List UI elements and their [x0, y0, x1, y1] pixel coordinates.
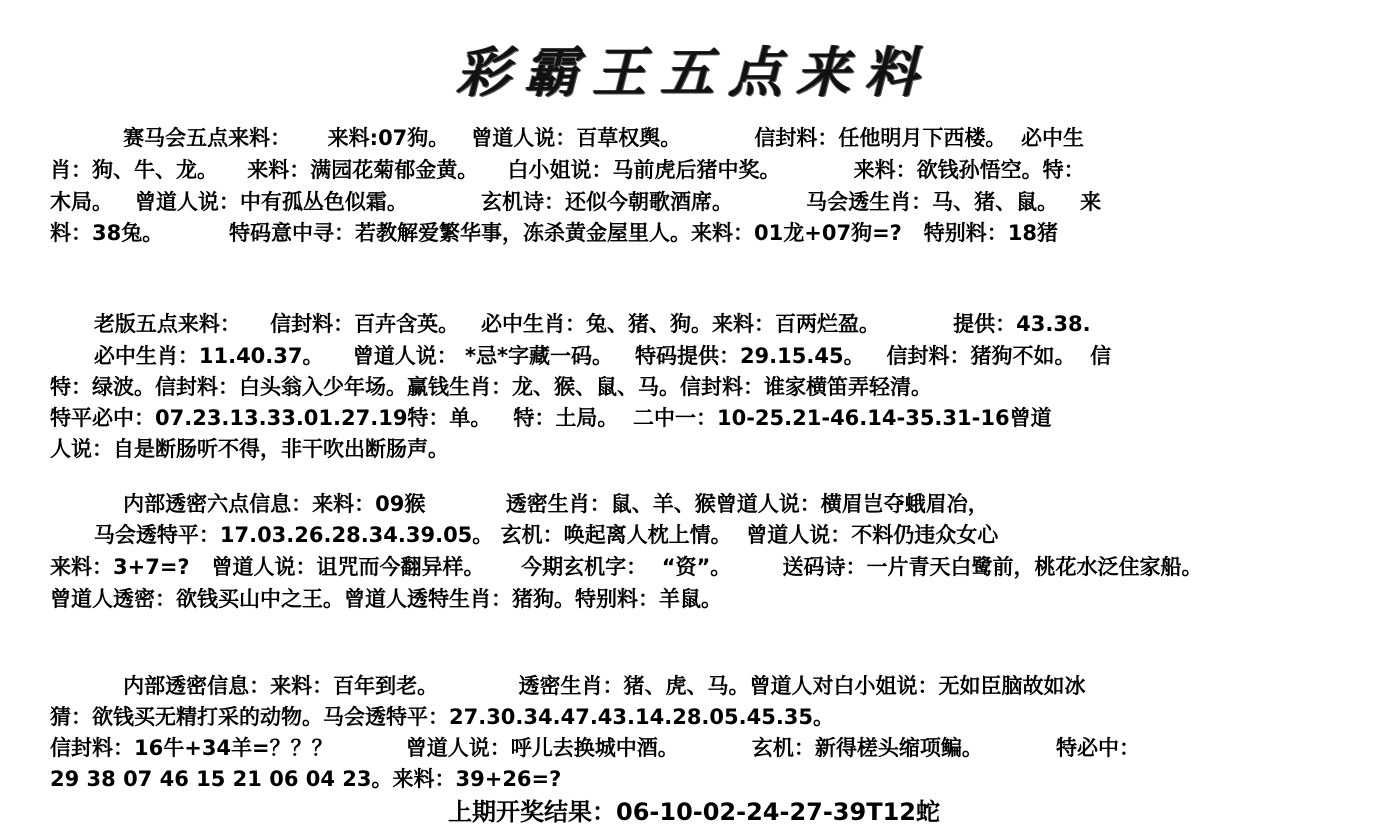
- text-line: 猜：欲钱买无精打采的动物。马会透特平：27.30.34.47.43.14.28.05.45.35。: [50, 705, 835, 729]
- text-line: 人说：自是断肠听不得，非干吹出断肠声。: [50, 437, 449, 461]
- text-line: 来料：3+7=? 曾道人说：诅咒而今翻异样。 今期玄机字： “资”。 送码诗：一片青天白鹭前，桃花水泛住家船。: [50, 555, 1203, 579]
- page-title: 彩霸王五点来料: [456, 40, 932, 104]
- text-line: 料：38兔。 特码意中寻：若教解爱繁华事，冻杀黄金屋里人。来料：01龙+07狗=? 特别料：18猪: [50, 221, 1058, 245]
- text-line: 马会透特平：17.03.26.28.34.39.05。 玄机：唤起离人枕上情。 曾道人说：不料仍违众女心: [50, 523, 999, 547]
- text-line: 老版五点来料： 信封料：百卉含英。 必中生肖：兔、猪、狗。来料：百两烂盈。 提供：43.38.: [50, 312, 1091, 336]
- text-line: 内部透密六点信息：来料：09猴 透密生肖：鼠、羊、猴曾道人说：横眉岂夺蛾眉冶，: [50, 492, 989, 516]
- text-line: 特：绿波。信封料：白头翁入少年场。赢钱生肖：龙、猴、鼠、马。信封料：谁家横笛弄轻清。: [50, 375, 932, 399]
- text-line: 必中生肖：11.40.37。 曾道人说： *忌*字藏一码。 特码提供：29.15.45。 信封料：猪狗不如。 信: [50, 344, 1112, 368]
- text-line: 29 38 07 46 15 21 06 04 23。来料：39+26=?: [50, 767, 562, 791]
- text-line: 肖：狗、牛、龙。 来料：满园花菊郁金黄。 白小姐说：马前虎后猪中奖。 来料：欲钱孙悟空。特：: [50, 158, 1085, 182]
- text-line: 特平必中：07.23.13.33.01.27.19特：单。 特：土局。 二中一：10-25.21-46.14-35.31-16曾道: [50, 406, 1052, 430]
- text-line: 曾道人透密：欲钱买山中之王。曾道人透特生肖：猪狗。特别料：羊鼠。: [50, 587, 722, 611]
- text-line: 赛马会五点来料： 来料:07狗。 曾道人说：百草权舆。 信封料：任他明月下西楼。 必中生: [50, 126, 1084, 150]
- text-line: 木局。 曾道人说：中有孤丛色似霜。 玄机诗：还似今朝歌酒席。 马会透生肖：马、猪、鼠。 来: [50, 190, 1102, 214]
- text-line: 信封料：16牛+34羊=？？？ 曾道人说：呼儿去换城中酒。 玄机：新得槎头缩项鳊。 特必中：: [50, 736, 1140, 760]
- last-draw-result: 上期开奖结果：06-10-02-24-27-39T12蛇: [448, 798, 940, 826]
- text-line: 内部透密信息：来料：百年到老。 透密生肖：猪、虎、马。曾道人对白小姐说：无如臣脑故如冰: [50, 674, 1086, 698]
